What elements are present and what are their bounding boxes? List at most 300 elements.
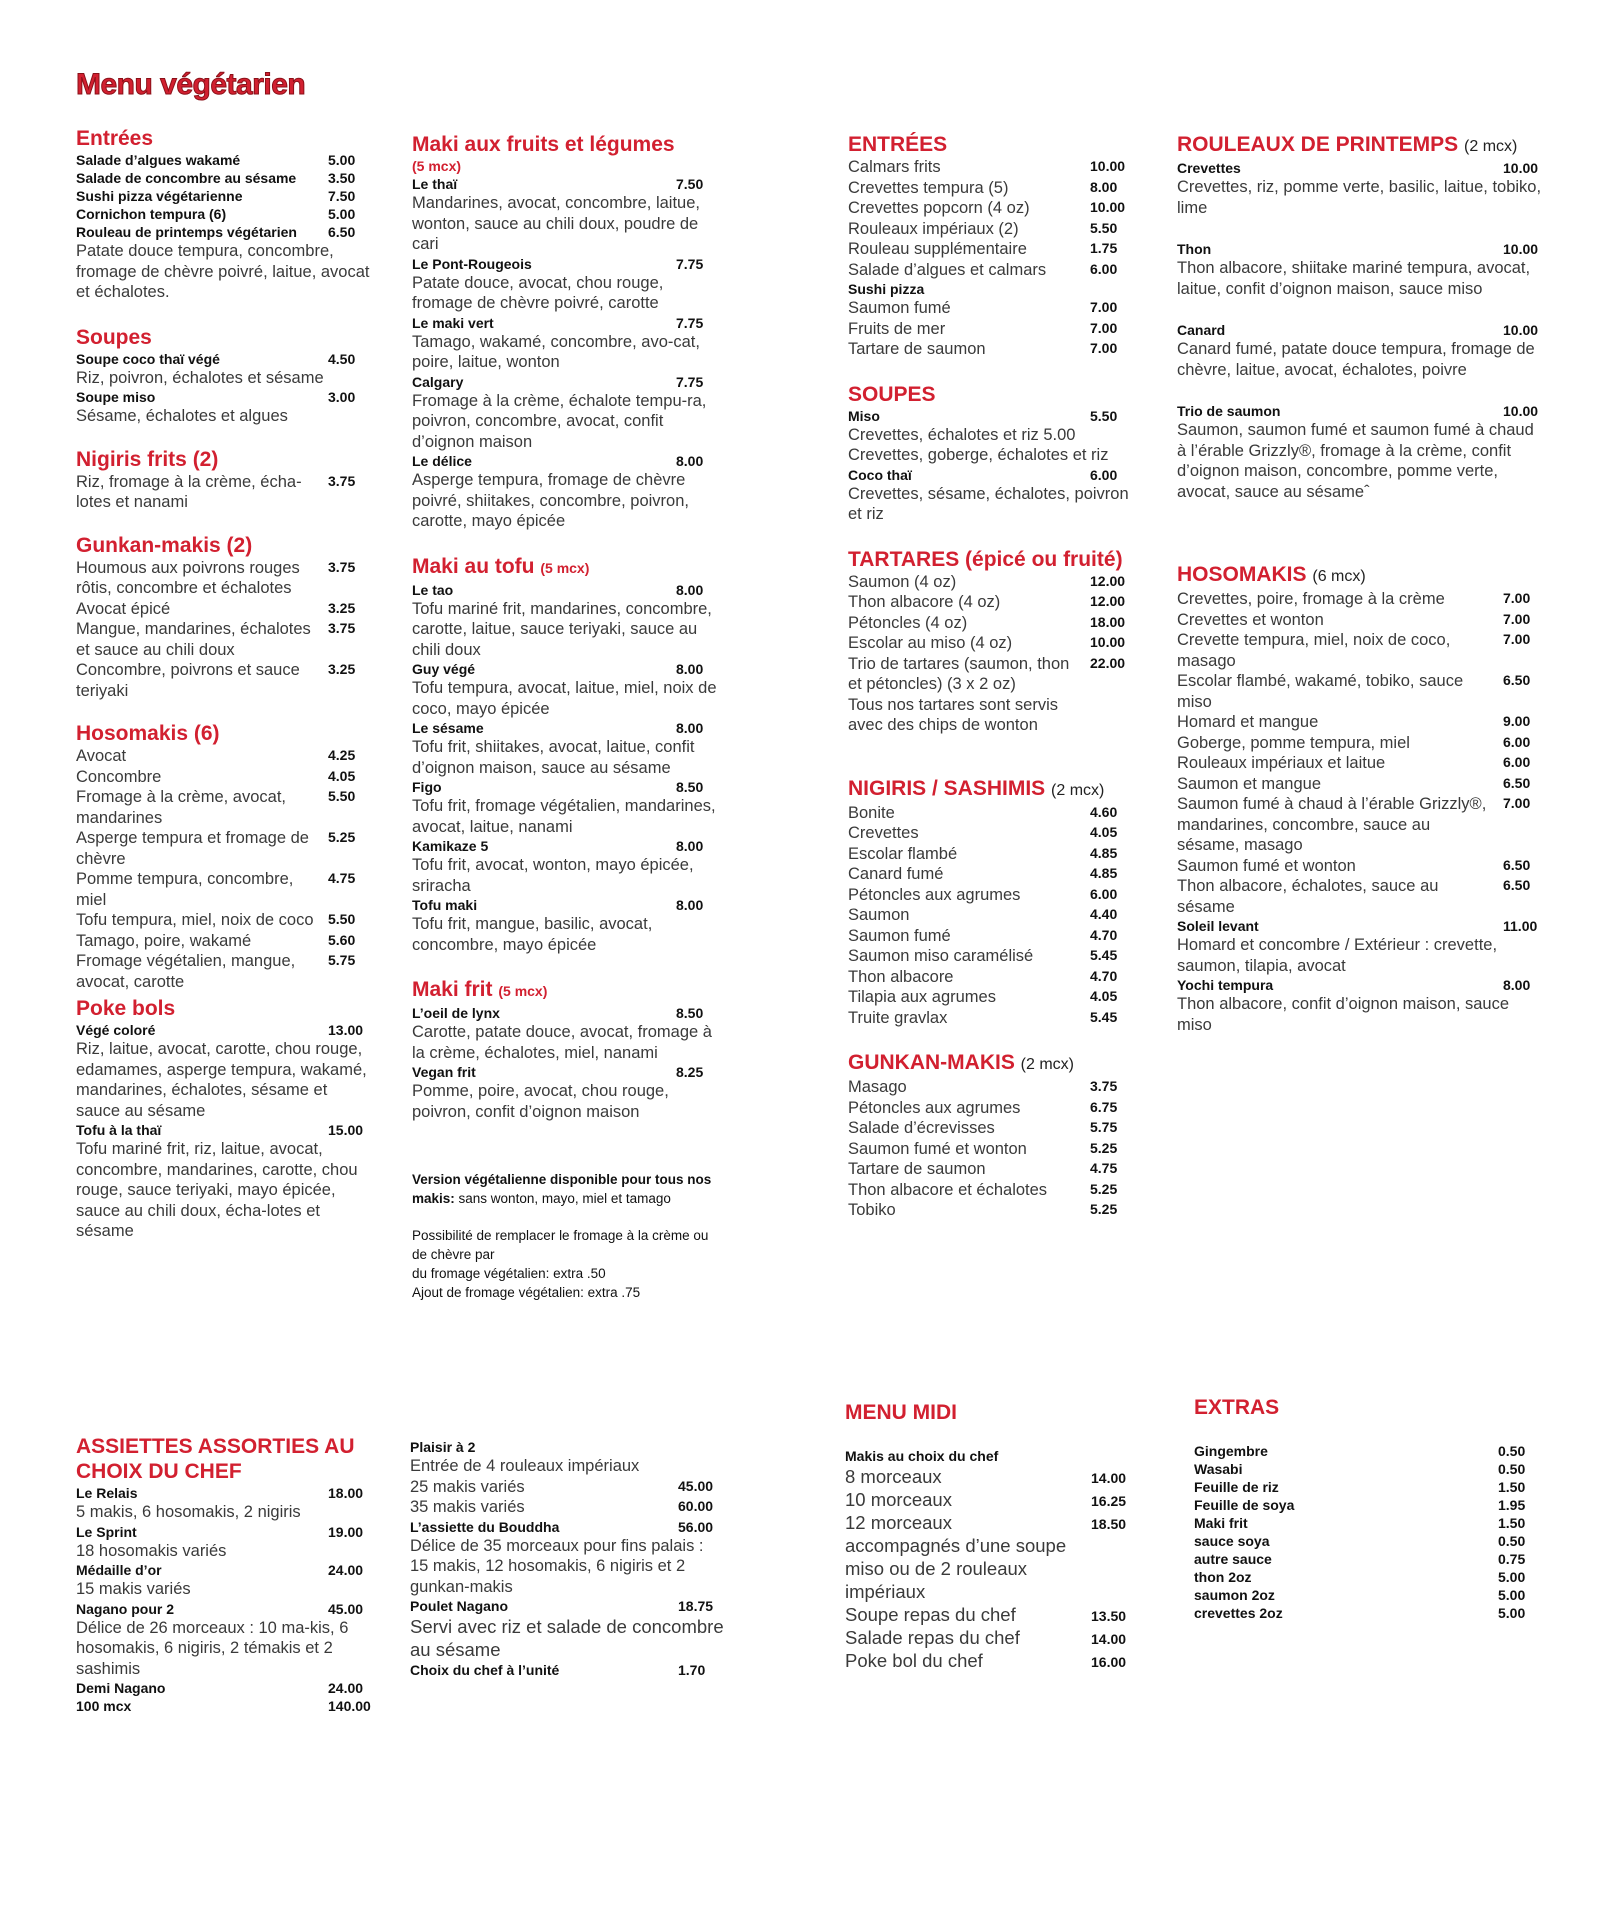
item-name: Médaille d’or [76,1562,162,1578]
item-description: Tofu mariné frit, riz, laitue, avocat, concombre, mandarines, carotte, chou rouge, sauce teriyaki, mayo épicée, sauce au chili doux, écha-lotes et sésame [76,1140,358,1240]
item-price: 8.00 [1090,178,1118,195]
section-title-text: Hosomakis (6) [76,722,220,745]
item-name: Miso [848,407,880,424]
midi-label: Makis au choix du chef [845,1448,999,1464]
item-name: Saumon miso caramélisé [848,947,1034,965]
item-name: Tofu à la thaï [76,1122,162,1138]
item-price: 8.00 [676,661,704,677]
menu-item [1177,589,1557,610]
item-name: Feuille de riz [1194,1479,1279,1495]
menu-item [1177,753,1557,774]
menu-item [848,260,1144,281]
menu-item [845,1511,1145,1534]
section-title [848,132,1144,157]
menu-item [412,452,730,470]
item-name: Houmous aux poivrons rouges rôtis, concombre et échalotes [76,558,300,597]
item-name: Crevettes, poire, fromage à la crème [1177,590,1445,608]
menu-item [1177,240,1557,258]
item-name: Fromage végétalien, mangue, avocat, carotte [76,952,296,991]
item-price: 6.50 [328,224,356,240]
item-name: Poke bol du chef [845,1650,983,1671]
menu-item [412,719,730,737]
item-price: 45.00 [678,1477,714,1494]
item-name: 12 morceaux [845,1512,952,1533]
item-price: 7.00 [1090,340,1118,356]
item-name: Choix du chef à l’unité [410,1662,560,1678]
menu-item [1194,1478,1552,1496]
item-name: thon 2oz [1194,1569,1252,1585]
section-title-text: NIGIRIS / SASHIMIS [848,776,1046,800]
item-description: 15 makis variés [76,1580,191,1598]
item-price: 3.00 [328,389,356,405]
item-name: Rouleau de printemps végétarien [76,224,297,240]
menu-section [412,554,730,956]
menu-section [848,776,1144,1029]
item-description: Tofu tempura, avocat, laitue, miel, noix de coco, mayo épicée [412,679,717,718]
menu-item [848,803,1144,824]
item-price: 3.25 [328,599,356,616]
item-price: 5.00 [1498,1605,1526,1621]
menu-item [76,1021,382,1039]
item-price: 10.00 [1090,634,1126,650]
menu-item [76,1561,382,1579]
section-title [848,776,1144,803]
item-description: Crevettes, sésame, échalotes, poivron et riz [848,484,1129,523]
item-description: Riz, laitue, avocat, carotte, chou rouge, edamames, asperge tempura, wakamé, mandarines, échalotes, sésame et sauce au sésame [76,1040,367,1120]
item-price: 4.60 [1090,803,1118,820]
menu-item [845,1488,1145,1511]
section-title [76,996,382,1021]
item-price: 19.00 [328,1523,364,1540]
item-name: Saumon fumé et wonton [848,1139,1027,1158]
menu-item [1177,794,1557,856]
item-name: Crevette tempura, miel, noix de coco, masago [1177,631,1451,670]
menu-item [848,1139,1144,1160]
item-price: 10.00 [1090,199,1126,215]
item-name: Pétoncles aux agrumes [848,885,1021,904]
item-name: Salade d’algues wakamé [76,152,241,168]
menu-section [848,132,1144,360]
item-price: 1.50 [1498,1479,1526,1495]
item-name: 8 morceaux [845,1466,942,1487]
item-name: Calgary [412,373,464,390]
menu-item [76,169,382,187]
item-name: crevettes 2oz [1194,1605,1283,1621]
item-description: 18 hosomakis variés [76,1541,227,1560]
item-price: 3.25 [328,661,356,677]
item-price: 18.00 [1090,613,1126,630]
menu-item [1194,1496,1552,1514]
menu-item [1194,1442,1552,1460]
item-name: Fruits de mer [848,319,946,338]
item-name: Maki frit [1194,1515,1248,1531]
item-name: Crevettes popcorn (4 oz) [848,199,1030,217]
item-name: Calmars frits [848,158,941,176]
item-description: Patate douce tempura, concombre, fromage de chèvre poivré, laitue, avocat et échalotes. [76,242,370,301]
item-name: Crevettes [1177,160,1241,176]
menu-item [848,1098,1144,1119]
menu-item [848,1008,1144,1029]
item-name: Vegan frit [412,1064,476,1080]
item-description: Canard fumé, patate douce tempura, fromage de chèvre, laitue, avocat, échalotes, poivre [1177,340,1535,379]
item-name: Salade d’algues et calmars [848,260,1047,279]
item-name: 100 mcx [76,1698,132,1714]
item-description: Tamago, wakamé, concombre, avo-cat, poire, laitue, wonton [412,332,700,371]
item-name: Tilapia aux agrumes [848,988,996,1006]
item-price: 45.00 [328,1600,364,1617]
item-description: Tofu frit, fromage végétalien, mandarines, avocat, laitue, nanami [412,797,716,836]
item-price: 8.00 [676,897,704,913]
item-price: 6.50 [1503,672,1531,688]
item-description: Saumon, saumon fumé et saumon fumé à chaud à l’érable Grizzly®, fromage à la crème, confit d’oignon maison, concombre, pomme verte, avocat, sauce au sésameˆ [1177,421,1534,501]
item-price: 6.50 [1503,877,1531,893]
item-price: 4.75 [328,870,356,886]
section-title [76,721,382,746]
menu-item [76,1523,382,1541]
item-price: 3.50 [328,170,356,186]
item-name: Pétoncles aux agrumes [848,1098,1021,1117]
assiettes-section [76,1434,382,1715]
item-price: 18.00 [328,1485,364,1501]
item-name: Saumon fumé à chaud à l’érable Grizzly®, mandarines, concombre, sauce au sésame, masago [1177,795,1487,854]
item-price: 5.60 [328,931,356,948]
item-description: Délice de 35 morceaux pour fins palais : 15 makis, 12 hosomakis, 6 nigiris et 2 gunkan-makis [410,1536,704,1596]
item-name: sauce soya [1194,1533,1270,1549]
item-price: 3.75 [328,558,356,575]
item-price: 6.75 [1090,1098,1118,1115]
column-regular-1 [848,132,1144,1221]
section-title [76,325,382,350]
item-name: Saumon fumé [848,926,951,945]
item-price: 5.25 [328,829,356,845]
item-price: 10.00 [1503,403,1539,419]
extras-section [1194,1395,1552,1622]
section-title [76,533,382,558]
item-price: 6.00 [1503,733,1531,750]
item-name: Saumon fumé et wonton [1177,856,1356,875]
menu-item [845,1649,1145,1672]
item-name: Le thaï [412,176,458,192]
item-name: Tofu maki [412,897,478,913]
menu-item [848,823,1144,844]
item-name: Tamago, poire, wakamé [76,931,252,950]
section-qty: (2 mcx) [1020,1056,1074,1073]
item-name: Crevettes [848,824,919,842]
menu-item [1194,1532,1552,1550]
item-name: Escolar flambé, wakamé, tobiko, sauce miso [1177,672,1464,711]
item-price: 4.05 [328,767,356,784]
item-price: 60.00 [678,1498,714,1514]
item-name: Thon albacore (4 oz) [848,593,1001,611]
vegan-note-bold: Version végétalienne disponible pour tous nos makis: [412,1172,712,1206]
menu-section [1177,562,1557,1035]
item-price: 1.70 [678,1662,706,1678]
item-price: 7.75 [676,255,704,272]
menu-item [848,844,1144,865]
column-vegetarian-1 [76,126,382,1242]
section-title-text: SOUPES [848,382,936,406]
item-price: 8.25 [676,1064,704,1080]
item-price: 7.75 [676,314,704,331]
item-name: Canard [1177,322,1226,338]
item-name: Sushi pizza [848,281,925,297]
item-price: 8.00 [676,720,704,736]
menu-item [848,280,1144,298]
menu-item [848,864,1144,885]
item-name: Bonite [848,803,895,822]
item-price: 3.75 [328,620,356,636]
item-name: Trio de tartares (saumon, thon et pétoncles) (3 x 2 oz) [848,654,1070,693]
item-description: Patate douce, avocat, chou rouge, fromage de chèvre poivré, carotte [412,273,664,312]
item-price: 4.40 [1090,906,1118,922]
item-price: 0.50 [1498,1461,1526,1477]
item-name: Trio de saumon [1177,403,1281,419]
item-name: 25 makis variés [410,1477,525,1496]
menu-item [848,219,1144,240]
menu-item [848,239,1144,260]
column-vegetarian-2 [412,132,730,1122]
menu-section [848,547,1144,736]
menu-item [76,350,382,368]
item-name: Saumon (4 oz) [848,572,957,591]
menu-item [1177,402,1557,420]
item-name: Crevettes et wonton [1177,610,1324,629]
item-description: Crevettes, riz, pomme verte, basilic, laitue, tobiko, lime [1177,178,1542,217]
item-price: 5.00 [328,152,356,168]
item-name: Le tao [412,581,454,598]
section-qty: (2 mcx) [1464,138,1518,155]
item-price: 5.75 [328,952,356,968]
item-price: 5.00 [1498,1569,1526,1585]
item-name: Yochi tempura [1177,977,1274,993]
menu-item [848,613,1144,634]
item-name: Escolar au miso (4 oz) [848,634,1013,652]
item-name: Saumon et mangue [1177,774,1322,793]
item-price: 6.50 [1503,774,1531,791]
menu-item [76,619,382,660]
menu-item [848,926,1144,947]
item-price: 24.00 [328,1680,364,1696]
item-price: 6.50 [1503,856,1531,873]
item-name: Tartare de saumon [848,340,986,358]
item-price: 6.00 [1503,754,1531,770]
item-description: Servi avec riz et salade de concombre au sésame [410,1616,724,1660]
menu-item [848,178,1144,199]
menu-item [1194,1568,1552,1586]
section-qty: (5 mcx) [540,559,590,576]
menu-section [848,382,1144,525]
item-name: Le maki vert [412,314,494,331]
menu-item [848,633,1144,654]
menu-section [76,447,382,513]
menu-item [412,660,730,678]
item-price: 4.50 [328,350,356,367]
item-description: 5 makis, 6 hosomakis, 2 nigiris [76,1503,301,1521]
section-title-text: Maki aux fruits et légumes [412,133,675,156]
item-price: 56.00 [678,1518,714,1535]
item-name: Le Sprint [76,1523,137,1540]
item-description: Sésame, échalotes et algues [76,407,288,425]
item-name: Mangue, mandarines, échalotes et sauce au chili doux [76,620,311,659]
item-name: Riz, fromage à la crème, écha-lotes et nanami [76,472,302,511]
section-title [412,132,730,157]
menu-item [410,1477,732,1498]
menu-item [76,869,382,910]
item-description: Riz, poivron, échalotes et sésame [76,368,324,387]
menu-section [76,126,382,303]
item-price: 5.50 [328,911,356,927]
plaisir-section [410,1438,732,1679]
item-price: 11.00 [1503,918,1538,934]
item-price: 4.75 [1090,1160,1118,1176]
section-title-text: Soupes [76,325,152,349]
item-name: Salade d’écrevisses [848,1119,995,1137]
menu-item [76,558,382,599]
menu-item [845,1465,1145,1488]
section-title [412,554,730,581]
item-name: Tous nos tartares sont servis avec des chips de wonton [848,695,1059,734]
item-name: Rouleaux impériaux et laitue [1177,754,1386,772]
item-price: 5.25 [1090,1139,1118,1156]
menu-item [1194,1514,1552,1532]
section-qty: (6 mcx) [1312,568,1366,585]
item-name: 35 makis variés [410,1498,525,1516]
item-price: 9.00 [1503,713,1531,729]
item-name: Crevettes tempura (5) [848,178,1009,197]
item-price: 7.00 [1090,299,1118,315]
item-price: 7.75 [676,373,704,390]
menu-item [1194,1550,1552,1568]
menu-item [76,910,382,931]
item-name: Le Pont-Rougeois [412,255,532,272]
item-price: 140.00 [328,1698,371,1714]
menu-item [76,1697,382,1715]
menu-item [76,746,382,767]
menu-item [412,314,730,332]
item-price: 1.50 [1498,1515,1526,1531]
item-price: 6.00 [1090,260,1118,277]
item-price: 1.95 [1498,1497,1526,1513]
item-name: Thon albacore, échalotes, sauce au sésame [1177,877,1439,916]
menu-item [848,198,1144,219]
spacer [1194,1420,1552,1442]
section-title: MENU MIDI [845,1401,957,1424]
menu-item [412,1063,730,1081]
item-name: accompagnés d’une soupe miso ou de 2 rouleaux impériaux [845,1535,1067,1602]
item-price: 10.00 [1090,158,1126,174]
item-name: Concombre, poivrons et sauce teriyaki [76,661,300,700]
item-price: 7.00 [1503,795,1531,811]
item-description: Délice de 26 morceaux : 10 ma-kis, 6 hosomakis, 6 nigiris, 2 témakis et 2 sashimis [76,1618,349,1678]
menu-item [76,787,382,828]
item-name: Tofu tempura, miel, noix de coco [76,911,314,929]
item-name: Nagano pour 2 [76,1600,175,1617]
item-description: Crevettes, échalotes et riz 5.00 Crevettes, goberge, échalotes et riz [848,425,1109,464]
item-name: Fromage à la crème, avocat, mandarines [76,788,287,827]
menu-section [1177,132,1557,502]
item-name: Asperge tempura et fromage de chèvre [76,829,309,868]
item-name: Figo [412,779,442,795]
menu-item [845,1626,1145,1649]
item-price: 5.50 [328,788,356,804]
item-price: 5.25 [1090,1180,1118,1197]
item-description: Entrée de 4 rouleaux impériaux [410,1457,640,1475]
section-title-text: Entrées [76,127,154,150]
item-price: 4.05 [1090,988,1118,1004]
menu-section [76,533,382,702]
item-description: Tofu frit, mangue, basilic, avocat, concombre, mayo épicée [412,915,653,954]
menu-item [412,175,730,193]
menu-item [410,1597,732,1615]
menu-item [848,1180,1144,1201]
menu-item [1177,712,1557,733]
item-price: 5.00 [328,206,356,222]
item-name: Truite gravlax [848,1008,948,1027]
menu-section [412,977,730,1122]
menu-item [848,654,1144,695]
menu-item [845,1603,1145,1626]
item-price: 1.75 [1090,240,1118,256]
item-price: 4.85 [1090,844,1118,861]
item-price: 18.75 [678,1598,714,1614]
menu-midi-section [845,1400,1145,1672]
item-name: Goberge, pomme tempura, miel [1177,733,1410,752]
item-price: 4.25 [328,747,356,763]
item-price: 15.00 [328,1122,364,1138]
section-title [76,447,382,472]
menu-section [76,996,382,1242]
item-price: 3.75 [1090,1078,1118,1094]
item-price: 22.00 [1090,654,1126,671]
menu-item [848,157,1144,178]
section-qty: (5 mcx) [498,983,548,999]
item-price: 12.00 [1090,572,1126,589]
item-name: Wasabi [1194,1461,1243,1477]
item-description: Tofu frit, avocat, wonton, mayo épicée, sriracha [412,856,694,895]
menu-item [848,572,1144,593]
item-price: 10.00 [1503,160,1539,176]
menu-item [848,946,1144,967]
item-name: Soupe miso [76,389,156,405]
item-price: 7.00 [1090,319,1118,336]
item-price: 13.00 [328,1022,364,1038]
menu-item [76,767,382,788]
menu-item [76,931,382,952]
cheese-note-3: Ajout de fromage végétalien: extra .75 [412,1285,641,1300]
section-title-text: ROULEAUX DE PRINTEMPS [1177,133,1459,156]
menu-item [848,407,1144,425]
item-name: Avocat épicé [76,599,171,618]
menu-item [76,472,382,513]
menu-item [848,1118,1144,1139]
menu-item [848,987,1144,1008]
item-price: 5.25 [1090,1201,1118,1217]
menu-item [848,967,1144,988]
menu-item [848,695,1144,736]
item-name: Salade repas du chef [845,1627,1020,1648]
item-description: Mandarines, avocat, concombre, laitue, wonton, sauce au chili doux, poudre de cari [412,194,700,253]
item-price: 7.00 [1503,590,1531,606]
item-price: 5.50 [1090,407,1118,424]
item-name: Poulet Nagano [410,1598,509,1614]
menu-item [76,951,382,992]
menu-item [1177,321,1557,339]
item-price: 8.00 [1503,977,1531,993]
item-price: 5.50 [1090,219,1118,236]
item-name: Rouleau supplémentaire [848,240,1027,258]
menu-item [1177,856,1557,877]
menu-item [1194,1460,1552,1478]
